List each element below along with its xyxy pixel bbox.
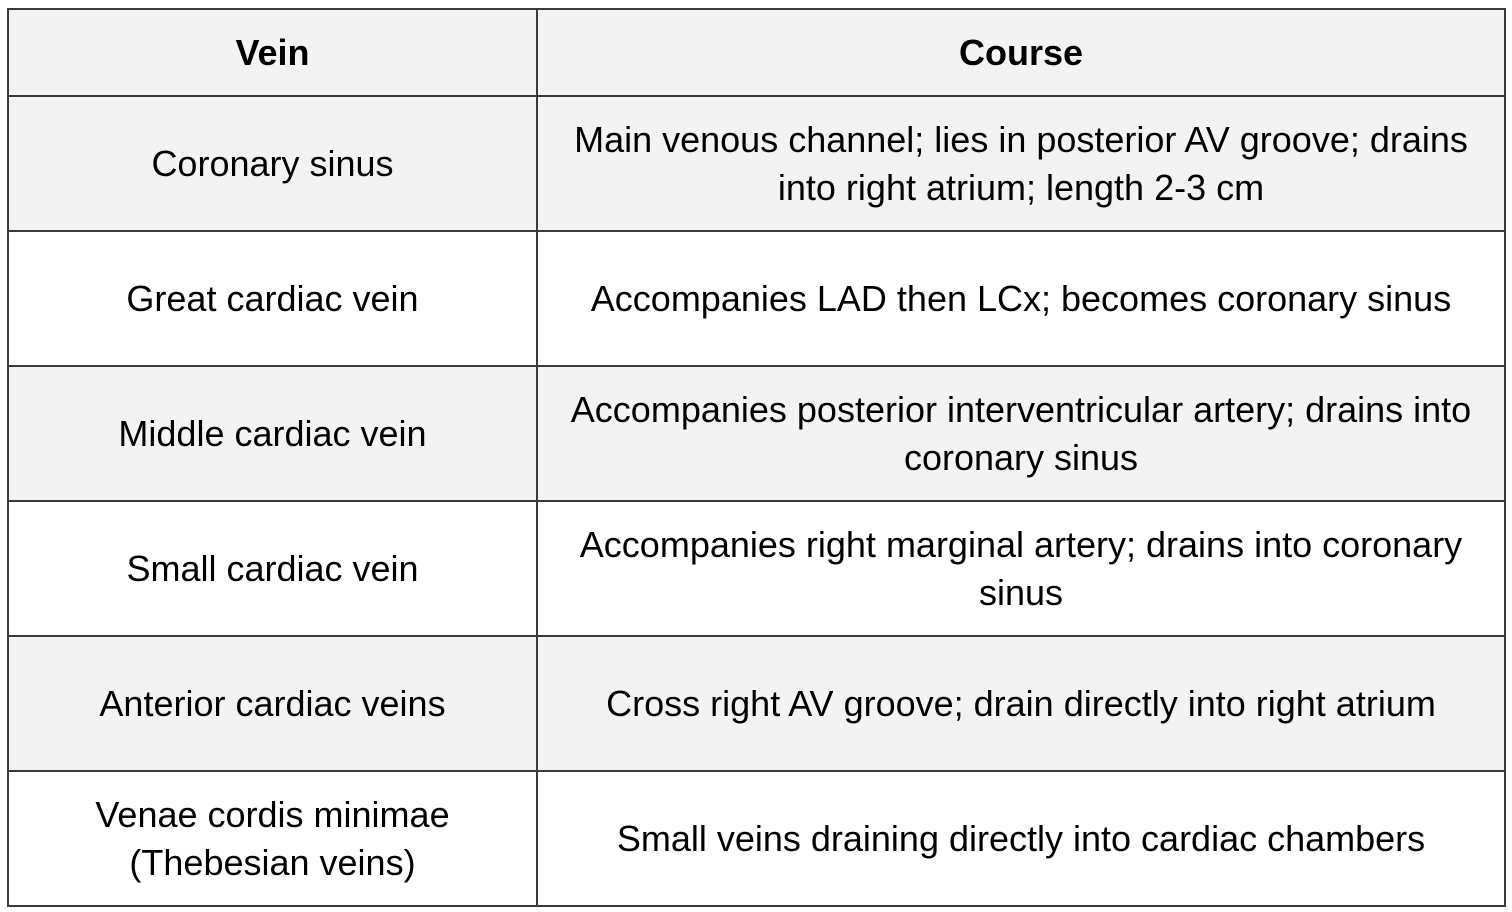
vein-cell: Coronary sinus [8,96,537,231]
table-row [8,96,1505,231]
course-cell: Accompanies LAD then LCx; becomes coronary sinus [537,231,1505,366]
course-cell: Accompanies posterior interventricular artery; drains into coronary sinus [537,366,1505,501]
table-header [8,9,1505,96]
table-row [8,366,1505,501]
course-cell: Small veins draining directly into cardiac chambers [537,771,1505,906]
vein-cell: Venae cordis minimae (Thebesian veins) [8,771,537,906]
column-header-vein: Vein [8,9,537,96]
vein-cell: Great cardiac vein [8,231,537,366]
vein-cell: Small cardiac vein [8,501,537,636]
course-cell: Accompanies right marginal artery; drains into coronary sinus [537,501,1505,636]
vein-cell: Middle cardiac vein [8,366,537,501]
table-body [8,96,1505,906]
course-cell: Cross right AV groove; drain directly into right atrium [537,636,1505,771]
table-row [8,501,1505,636]
column-header-course: Course [537,9,1505,96]
cardiac-veins-table [7,8,1506,907]
header-row [8,9,1505,96]
table-row [8,636,1505,771]
course-cell: Main venous channel; lies in posterior AV groove; drains into right atrium; length 2-3 cm [537,96,1505,231]
table-row [8,771,1505,906]
table-row [8,231,1505,366]
vein-cell: Anterior cardiac veins [8,636,537,771]
